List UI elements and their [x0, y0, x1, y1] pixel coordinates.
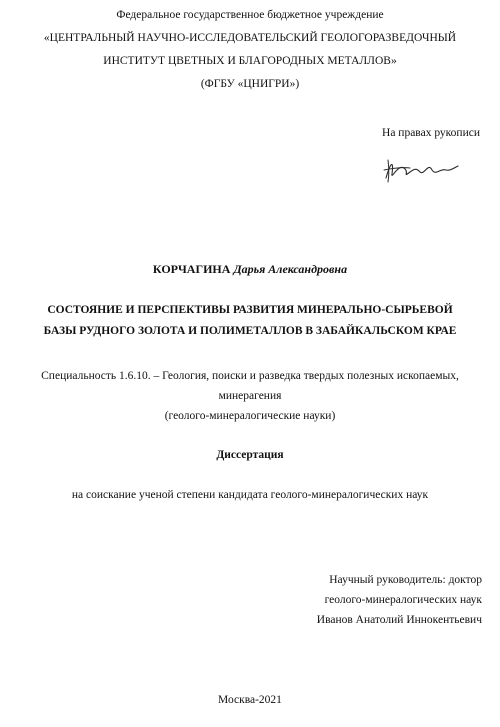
institution-name-line1: «ЦЕНТРАЛЬНЫЙ НАУЧНО-ИССЛЕДОВАТЕЛЬСКИЙ ГЕОЛОГОРАЗВЕДОЧНЫЙ — [43, 32, 457, 44]
supervisor-line2: геолого-минералогических наук — [324, 594, 482, 606]
degree-statement: на соискание ученой степени кандидата геолого-минералогических наук — [71, 489, 429, 501]
city-year: Москва-2021 — [218, 694, 282, 706]
supervisor-line1: Научный руководитель: доктор — [329, 574, 482, 586]
institution-type: Федеральное государственное бюджетное учреждение — [116, 9, 384, 21]
institution-name-line2: ИНСТИТУТ ЦВЕТНЫХ И БЛАГОРОДНЫХ МЕТАЛЛОВ» — [103, 55, 397, 67]
handwritten-signature — [380, 150, 460, 186]
author-name — [0, 262, 500, 276]
dissertation-title-line1: СОСТОЯНИЕ И ПЕРСПЕКТИВЫ РАЗВИТИЯ МИНЕРАЛЬНО-СЫРЬЕВОЙ — [47, 304, 453, 316]
institution-abbreviation: (ФГБУ «ЦНИГРИ») — [200, 78, 300, 90]
specialty-line2: минерагения — [218, 390, 282, 402]
manuscript-rights-note: На правах рукописи — [382, 127, 480, 139]
author-given-names: Дарья Александровна — [233, 262, 348, 276]
author-surname: КОРЧАГИНА — [152, 262, 231, 276]
supervisor-name: Иванов Анатолий Иннокентьевич — [316, 614, 482, 626]
document-type: Диссертация — [216, 449, 284, 461]
science-field: (геолого-минералогические науки) — [164, 410, 336, 422]
specialty-line1: Специальность 1.6.10. – Геология, поиски и разведка твердых полезных ископаемых, — [41, 370, 459, 382]
dissertation-title-line2: БАЗЫ РУДНОГО ЗОЛОТА И ПОЛИМЕТАЛЛОВ В ЗАБАЙКАЛЬСКОМ КРАЕ — [43, 325, 457, 337]
